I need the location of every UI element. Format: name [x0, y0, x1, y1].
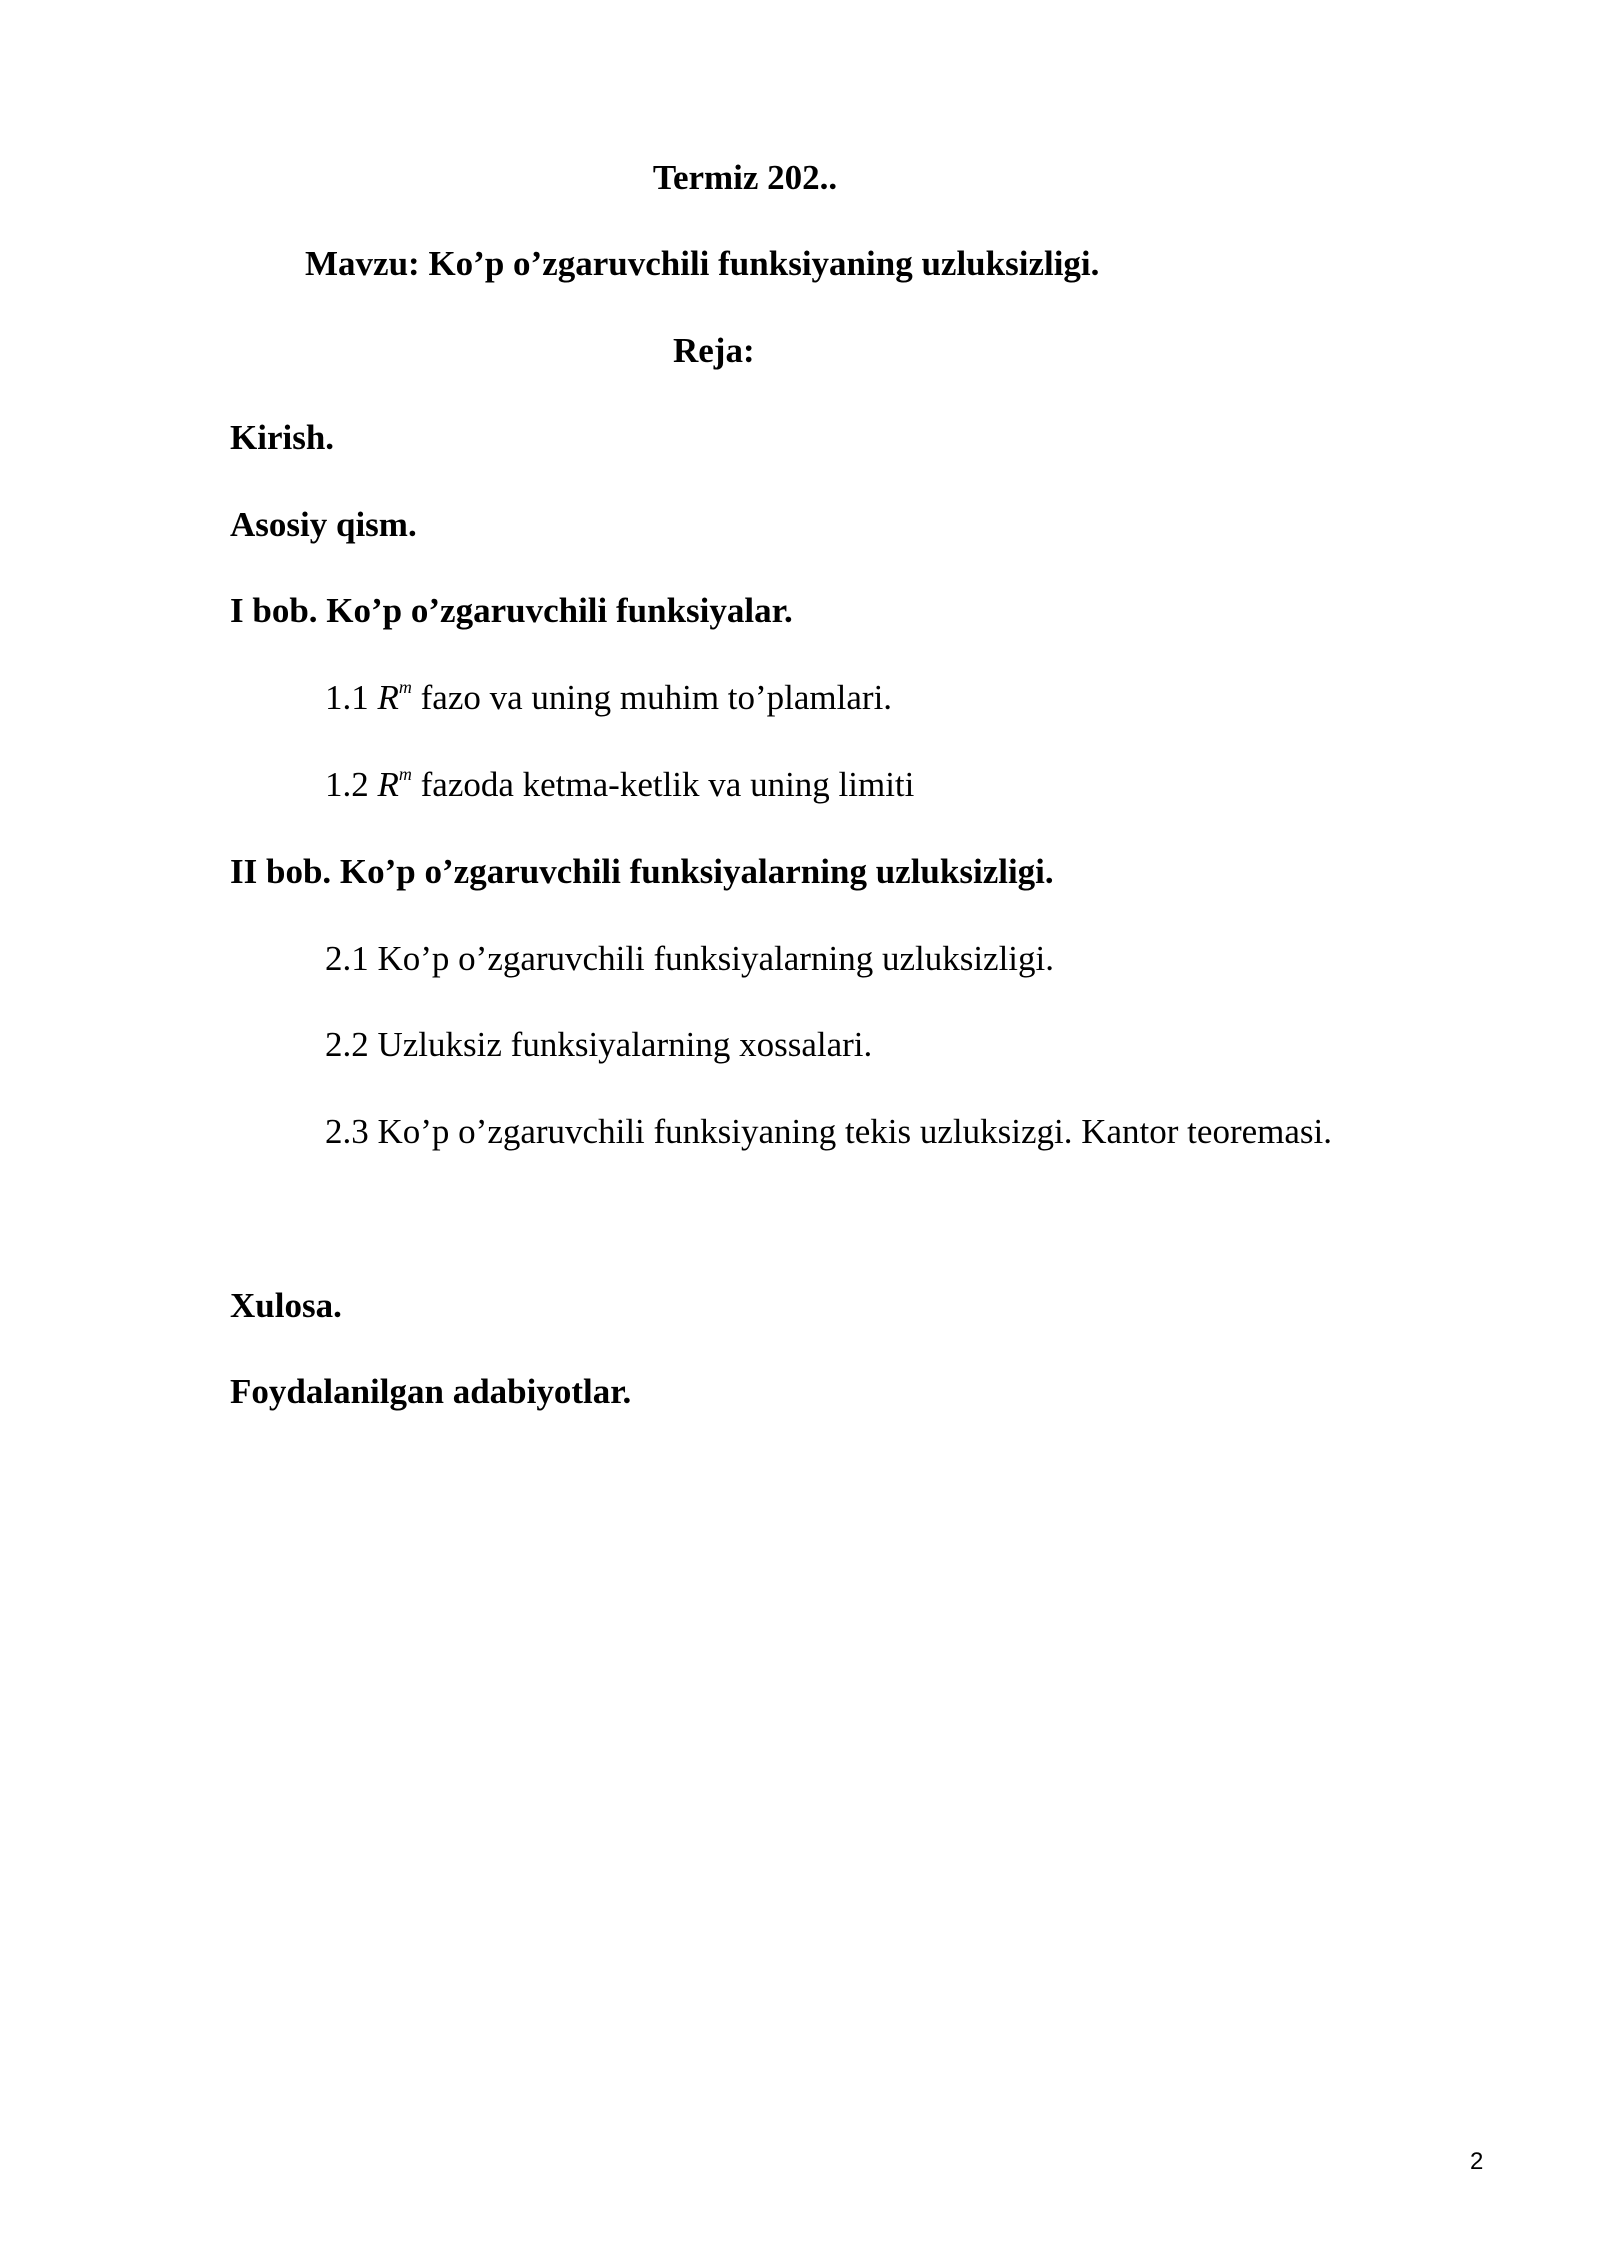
topic-title: Mavzu: Ko’p o’zgaruvchili funksiyaning uzluksizligi.	[305, 244, 1100, 283]
main-part-heading: Asosiy qism.	[230, 505, 417, 544]
math-symbol-r: R	[377, 765, 399, 804]
math-superscript-m: m	[398, 764, 412, 784]
math-superscript-m: m	[398, 677, 412, 697]
chapter1-title: I bob. Ko’p o’zgaruvchili funksiyalar.	[230, 591, 793, 630]
plan-title: Reja:	[673, 331, 755, 370]
section-number: 1.2	[325, 765, 369, 804]
conclusion-heading: Xulosa.	[230, 1286, 342, 1325]
section-1-2	[325, 765, 914, 805]
section-number: 1.1	[325, 678, 369, 717]
references-heading: Foydalanilgan adabiyotlar.	[230, 1372, 632, 1411]
section-2-1: 2.1 Ko’p o’zgaruvchili funksiyalarning uzluksizligi.	[325, 939, 1055, 978]
section-1-1	[325, 678, 892, 718]
page-number: 2	[1470, 2148, 1484, 2175]
math-symbol-r: R	[377, 678, 399, 717]
section-text: fazoda ketma-ketlik va uning limiti	[420, 765, 915, 804]
section-2-2: 2.2 Uzluksiz funksiyalarning xossalari.	[325, 1025, 873, 1064]
intro-heading: Kirish.	[230, 418, 335, 457]
location-year: Termiz 202..	[652, 158, 838, 197]
chapter2-title: II bob. Ko’p o’zgaruvchili funksiyalarning uzluksizligi.	[230, 852, 1054, 891]
section-text: fazo va uning muhim to’plamlari.	[420, 678, 893, 717]
section-2-3: 2.3 Ko’p o’zgaruvchili funksiyaning tekis uzluksizgi. Kantor teoremasi.	[325, 1112, 1332, 1151]
